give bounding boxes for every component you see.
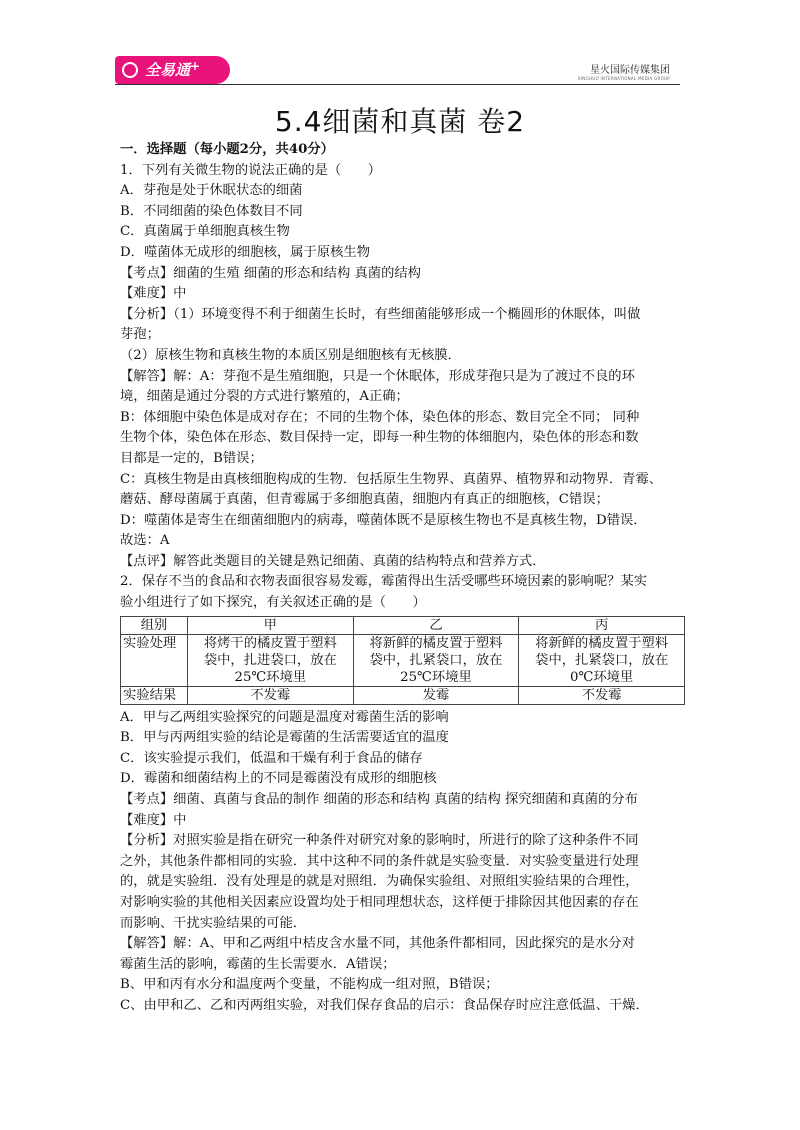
q1-jieda-line: C：真核生物是由真核细胞构成的生物．包括原生生物界、真菌界、植物界和动物界．青霉、 (120, 471, 663, 487)
cell-line: 25℃环境里 (234, 669, 307, 685)
cell-line: 袋中，扎紧袋口，放在 (369, 652, 503, 668)
q2-kaodian: 【考点】细菌、真菌与食品的制作 细菌的形态和结构 真菌的结构 探究细菌和真菌的分布 (120, 792, 638, 808)
header-rule (115, 84, 680, 85)
cell-line: 将新鲜的橘皮置于塑料 (535, 635, 669, 651)
document-body (120, 140, 685, 1017)
q2-nandu: 【难度】中 (120, 812, 187, 828)
cell-line: 将新鲜的橘皮置于塑料 (369, 635, 503, 651)
table-row-label: 实验处理 (121, 634, 188, 686)
q1-fenxi-line: 芽孢； (120, 327, 160, 343)
q1-fenxi-line: （2）原核生物和真核生物的本质区别是细胞核有无核膜． (120, 347, 461, 363)
section-heading: 一．选择题（每小题2分，共40分） (120, 142, 334, 157)
page-header (115, 56, 680, 86)
brand (578, 61, 670, 81)
q1-jieda-line: 蘑菇、酵母菌属于真菌，但青霉属于多细胞真菌，细胞内有真正的细胞核，C错误； (120, 492, 609, 508)
table-cell: 不发霉 (188, 686, 354, 704)
q1-option-d: D．噬菌体无成形的细胞核，属于原核生物 (120, 244, 371, 260)
q1-option-b: B．不同细菌的染色体数目不同 (120, 203, 303, 219)
table-header-cell: 组别 (121, 616, 188, 634)
q2-option-b: B．甲与丙两组实验的结论是霉菌的生活需要适宜的温度 (120, 730, 449, 746)
table-row (121, 634, 685, 686)
q2-fenxi-line: 之外，其他条件都相同的实验．其中这种不同的条件就是实验变量．对实验变量进行处理 (120, 853, 639, 869)
table-row (121, 616, 685, 634)
cell-line: 袋中，扎进袋口，放在 (203, 652, 337, 668)
q2-jieda-line: 霉菌生活的影响，霉菌的生长需要水．A错误； (120, 956, 396, 972)
brand-name-en: XINGHUO INTERNATIONAL MEDIA GROUP (577, 76, 670, 81)
q2-option-d: D．霉菌和细菌结构上的不同是霉菌没有成形的细胞核 (120, 771, 437, 787)
q2-stem: 验小组进行了如下探究，有关叙述正确的是（ ） (120, 595, 426, 611)
q1-answer: 故选：A (120, 533, 170, 549)
cell-line: 袋中，扎紧袋口，放在 (535, 652, 669, 668)
q1-jieda-line: B：体细胞中染色体是成对存在；不同的生物个体，染色体的形态、数目完全不同； 同种 (120, 409, 640, 425)
q1-nandu: 【难度】中 (120, 286, 187, 302)
table-header-cell: 乙 (353, 616, 519, 634)
q2-fenxi-line: 对影响实验的其他相关因素应设置均处于相同理想状态，这样便于排除因其他因素的存在 (120, 895, 639, 910)
q1-stem: 1．下列有关微生物的说法正确的是（ ） (120, 162, 382, 178)
q1-jieda-line: 目都是一定的，B错误； (120, 450, 263, 466)
table-header-cell: 甲 (188, 616, 354, 634)
table-row-label: 实验结果 (121, 686, 188, 704)
logo-ring-icon (122, 62, 138, 78)
q1-jieda-line: 生物个体，染色体在形态、数目保持一定，即每一种生物的体细胞内，染色体的形态和数 (120, 430, 639, 446)
q1-jieda-line: 境，细菌是通过分裂的方式进行繁殖的，A正确； (120, 389, 409, 405)
q2-stem: 2．保存不当的食品和衣物表面很容易发霉，霉菌得出生活受哪些环境因素的影响呢？某实 (120, 574, 648, 590)
table-cell: 发霉 (353, 686, 519, 704)
logo-plus: + (190, 59, 201, 73)
q2-jieda-line: B、甲和丙有水分和温度两个变量，不能构成一组对照，B错误； (120, 977, 499, 993)
q2-jieda-line: 【解答】解：A、甲和乙两组中桔皮含水量不同，其他条件都相同，因此探究的是水分对 (120, 936, 635, 952)
q2-fenxi-line: 【分析】对照实验是指在研究一种条件对研究对象的影响时，所进行的除了这种条件不同 (120, 833, 639, 849)
cell-line: 将烤干的橘皮置于塑料 (203, 635, 337, 651)
table-cell (519, 634, 685, 686)
table-header-cell: 丙 (519, 616, 685, 634)
brand-name: 星火国际传媒集团 (590, 65, 670, 76)
q1-kaodian: 【考点】细菌的生殖 细菌的形态和结构 真菌的结构 (120, 265, 421, 281)
cell-line: 0℃环境里 (570, 669, 634, 685)
table-row (121, 686, 685, 704)
q1-option-a: A．芽孢是处于休眠状态的细菌 (120, 183, 303, 199)
q2-option-a: A．甲与乙两组实验探究的问题是温度对霉菌生活的影响 (120, 709, 449, 725)
q2-fenxi-line: 而影响、干扰实验结果的可能． (120, 915, 307, 931)
q2-option-c: C．该实验提示我们，低温和干燥有利于食品的储存 (120, 750, 423, 766)
experiment-table (120, 616, 685, 705)
table-cell (353, 634, 519, 686)
page-title: 5.4细菌和真菌 卷2 (274, 105, 526, 138)
q1-jieda-line: D：噬菌体是寄生在细菌细胞内的病毒，噬菌体既不是原核生物也不是真核生物，D错误． (120, 512, 647, 528)
q1-fenxi-line: 【分析】（1）环境变得不利于细菌生长时，有些细菌能够形成一个椭圆形的休眠体，叫做 (120, 306, 641, 322)
q2-fenxi-line: 的，就是实验组．没有处理是的就是对照组．为确保实验组、对照组实验结果的合理性， (120, 874, 639, 890)
q2-jieda-line: C、由甲和乙、乙和丙两组实验，对我们保存食品的启示：食品保存时应注意低温、干燥． (120, 997, 649, 1013)
cell-line: 25℃环境里 (400, 669, 472, 685)
table-cell: 不发霉 (519, 686, 685, 704)
q1-jieda-line: 【解答】解：A：芽孢不是生殖细胞，只是一个休眠体，形成芽孢只是为了渡过不良的环 (120, 368, 635, 384)
table-cell (188, 634, 354, 686)
q1-option-c: C．真菌属于单细胞真核生物 (120, 224, 290, 240)
q1-dianping: 【点评】解答此类题目的关键是熟记细菌、真菌的结构特点和营养方式． (120, 553, 546, 569)
logo (115, 56, 230, 84)
logo-text: 全易通 (145, 61, 191, 79)
